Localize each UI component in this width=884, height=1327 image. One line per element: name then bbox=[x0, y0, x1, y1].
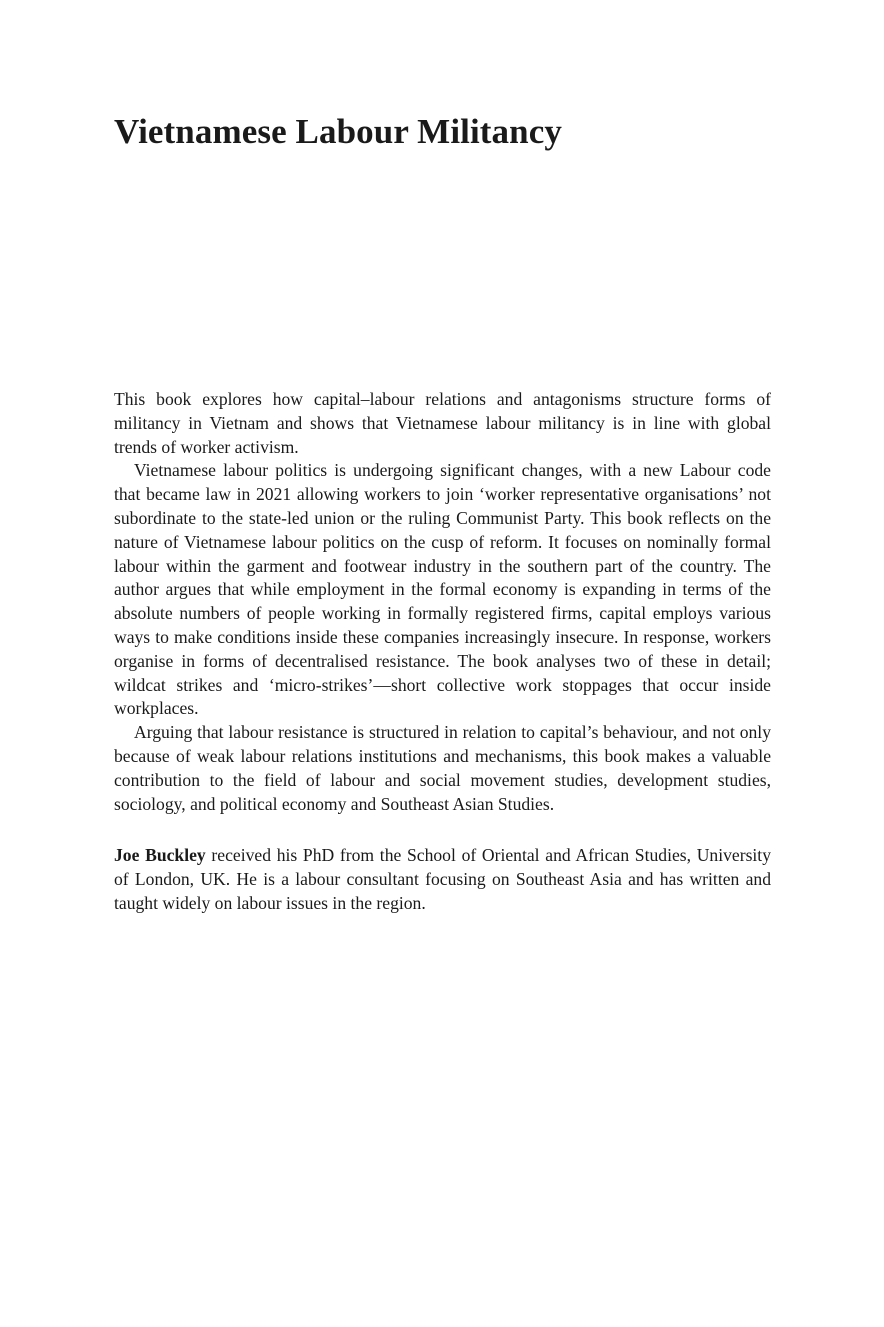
book-title: Vietnamese Labour Militancy bbox=[114, 112, 562, 151]
description-paragraph-2: Vietnamese labour politics is undergoing significant changes, with a new Labour code that became law in 2021 allowing workers to join ‘worker representative organisations’ not subordinate to the state-led union or the ruling Communist Party. This book reflects on the nature of Vietnamese labour politics on the cusp of reform. It focuses on nominally formal labour within the garment and footwear industry in the southern part of the country. The author argues that while employment in the formal economy is expanding in terms of the absolute numbers of people working in formally registered firms, capital employs various ways to make conditions inside these companies increasingly insecure. In response, workers organise in forms of decentralised resistance. The book analyses two of these in detail; wildcat strikes and ‘micro-strikes’—short collective work stoppages that occur inside workplaces. bbox=[114, 460, 771, 719]
author-bio bbox=[114, 844, 771, 915]
author-name: Joe Buckley bbox=[114, 845, 206, 865]
description-paragraph-1: This book explores how capital–labour relations and antagonisms structure forms of militancy in Vietnam and shows that Vietnamese labour militancy is in line with global trends of worker activism. bbox=[114, 389, 771, 457]
author-bio-text: received his PhD from the School of Oriental and African Studies, University of London, UK. He is a labour consultant focusing on Southeast Asia and has written and taught widely on labour issues in the region. bbox=[114, 845, 771, 913]
book-description bbox=[114, 388, 771, 816]
description-paragraph-3: Arguing that labour resistance is structured in relation to capital’s behaviour, and not only because of weak labour relations institutions and mechanisms, this book makes a valuable contribution to the field of labour and social movement studies, development studies, sociology, and political economy and Southeast Asian Studies. bbox=[114, 722, 771, 814]
